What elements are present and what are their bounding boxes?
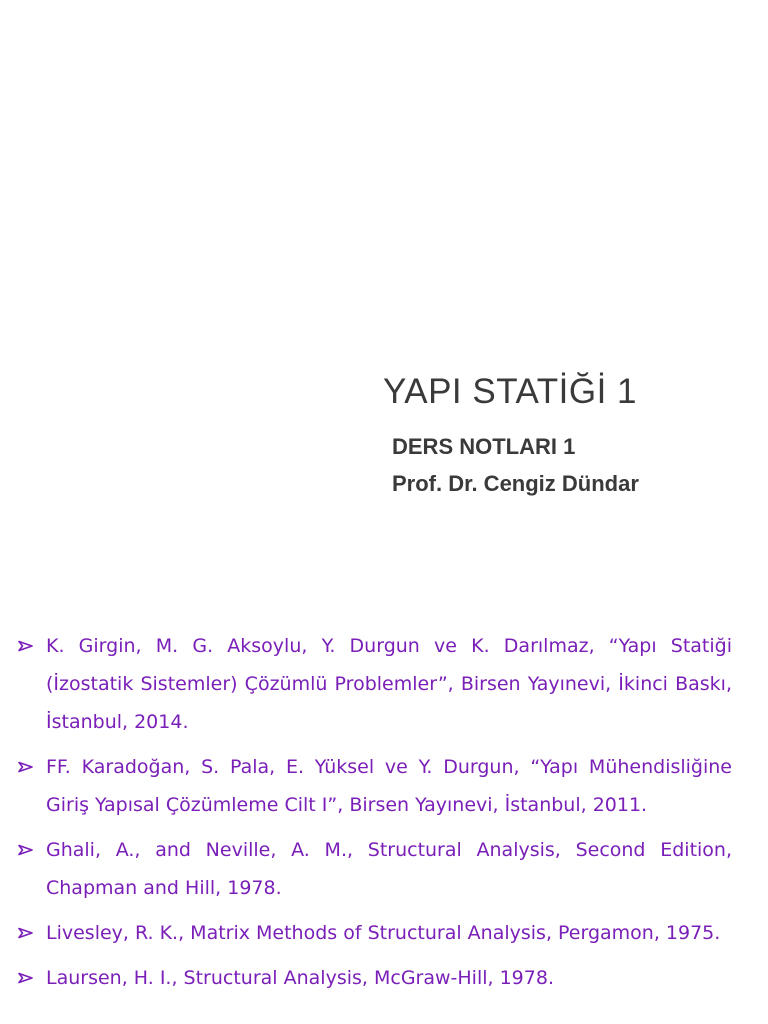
reference-item	[18, 914, 732, 952]
arrow-bullet-icon	[18, 972, 33, 984]
reference-text: Livesley, R. K., Matrix Methods of Structural Analysis, Pergamon, 1975.	[46, 922, 721, 944]
arrow-bullet-icon	[18, 761, 33, 773]
arrow-bullet-icon	[18, 640, 33, 652]
reference-text: Ghali, A., and Neville, A. M., Structural Analysis, Second Edition, Chapman and Hill, 1978.	[46, 839, 732, 899]
reference-text: FF. Karadoğan, S. Pala, E. Yüksel ve Y. Durgun, “Yapı Mühendisliğine Giriş Yapısal Çözümleme Cilt I”, Birsen Yayınevi, İstanbul, 2011.	[46, 756, 732, 816]
reference-item	[18, 959, 732, 997]
reference-item	[18, 627, 732, 741]
arrow-bullet-icon	[18, 844, 33, 856]
page-subtitle: DERS NOTLARI 1	[392, 434, 576, 459]
reference-item	[18, 748, 732, 824]
reference-list	[18, 627, 732, 1004]
reference-text: K. Girgin, M. G. Aksoylu, Y. Durgun ve K. Darılmaz, “Yapı Statiği (İzostatik Sistemler) Çözümlü Problemler”, Birsen Yayınevi, İkinci Baskı, İstanbul, 2014.	[46, 635, 732, 733]
reference-item	[18, 831, 732, 907]
reference-text: Laursen, H. I., Structural Analysis, McGraw-Hill, 1978.	[46, 967, 554, 989]
arrow-bullet-icon	[18, 927, 33, 939]
author-name: Prof. Dr. Cengiz Dündar	[392, 471, 639, 496]
page-title: YAPI STATİĞİ 1	[383, 372, 637, 411]
